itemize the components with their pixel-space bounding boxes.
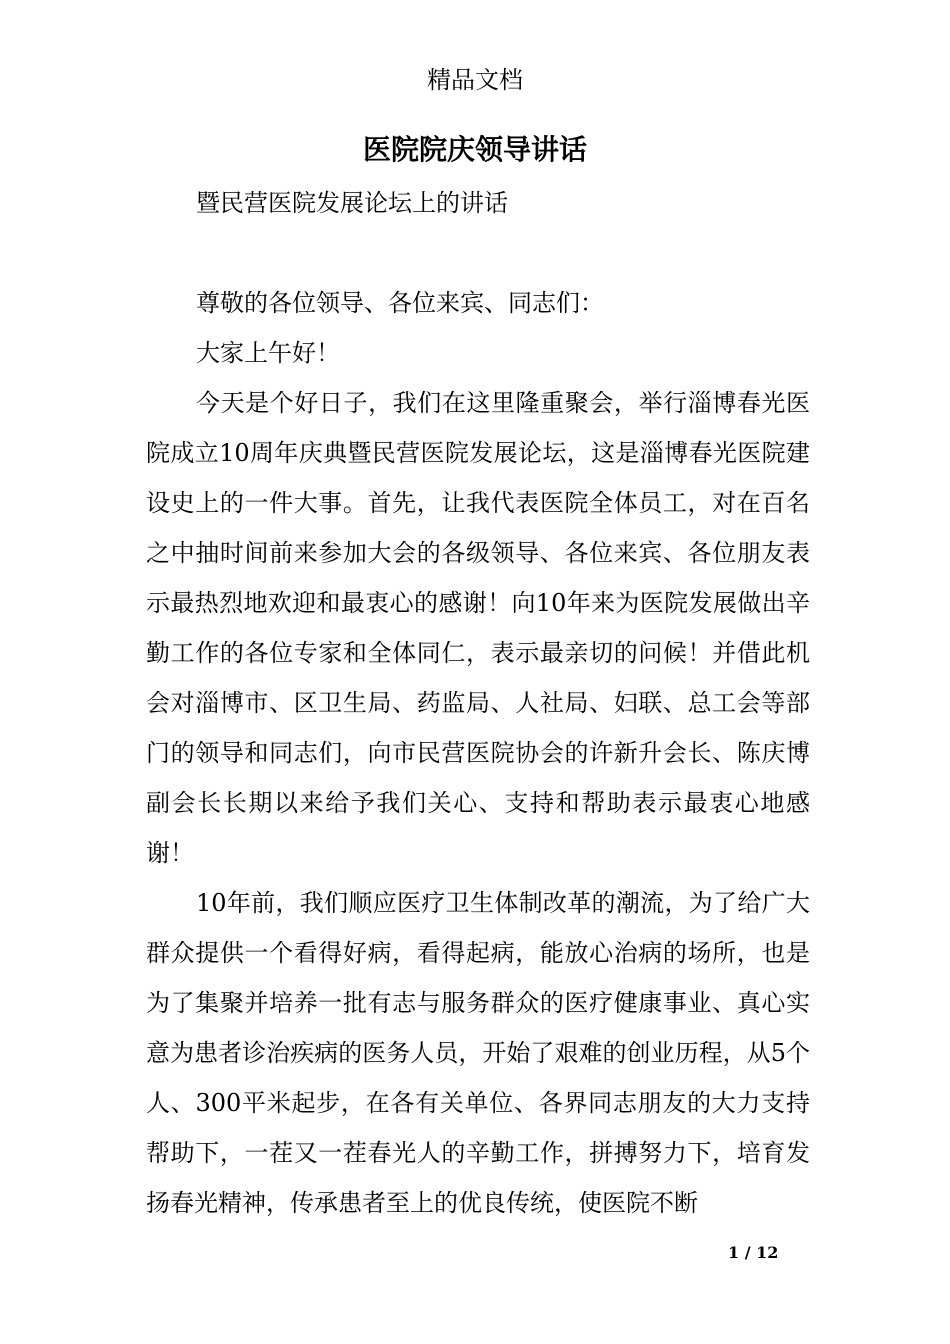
document-body xyxy=(146,178,810,1228)
document-subtitle: 暨民营医院发展论坛上的讲话 xyxy=(196,189,508,217)
body-paragraph: 今天是个好日子，我们在这里隆重聚会，举行淄博春光医院成立10周年庆典暨民营医院发展论坛，这是淄博春光医院建设史上的一件大事。首先，让我代表医院全体员工，对在百名之中抽时间前来参加大会的各级领导、各位来宾、各位朋友表示最热烈地欢迎和最衷心的感谢！向10年来为医院发展做出辛勤工作的各位专家和全体同仁，表示最亲切的问候！并借此机会对淄博市、区卫生局、药监局、人社局、妇联、总工会等部门的领导和同志们，向市民营医院协会的许新升会长、陈庆博副会长长期以来给予我们关心、支持和帮助表示最衷心地感谢！ xyxy=(146,389,810,867)
document-title: 医院院庆领导讲话 xyxy=(362,133,587,166)
body-paragraph: 10年前，我们顺应医疗卫生体制改革的潮流，为了给广大群众提供一个看得好病，看得起病，能放心治病的场所，也是为了集聚并培养一批有志与服务群众的医疗健康事业、真心实意为患者诊治疾病的医务人员，开始了艰难的创业历程，从5个人、300平米起步，在各有关单位、各界同志朋友的大力支持帮助下，一茬又一茬春光人的辛勤工作，拼搏努力下，培育发扬春光精神，传承患者至上的优良传统，使医院不断 xyxy=(146,889,810,1217)
header-label: 精品文档 xyxy=(427,66,523,94)
greeting-paragraph: 大家上午好！ xyxy=(196,339,340,367)
page-number: 1 / 12 xyxy=(728,1243,779,1262)
blank-line xyxy=(146,228,810,278)
salutation-paragraph: 尊敬的各位领导、各位来宾、同志们： xyxy=(196,289,604,317)
